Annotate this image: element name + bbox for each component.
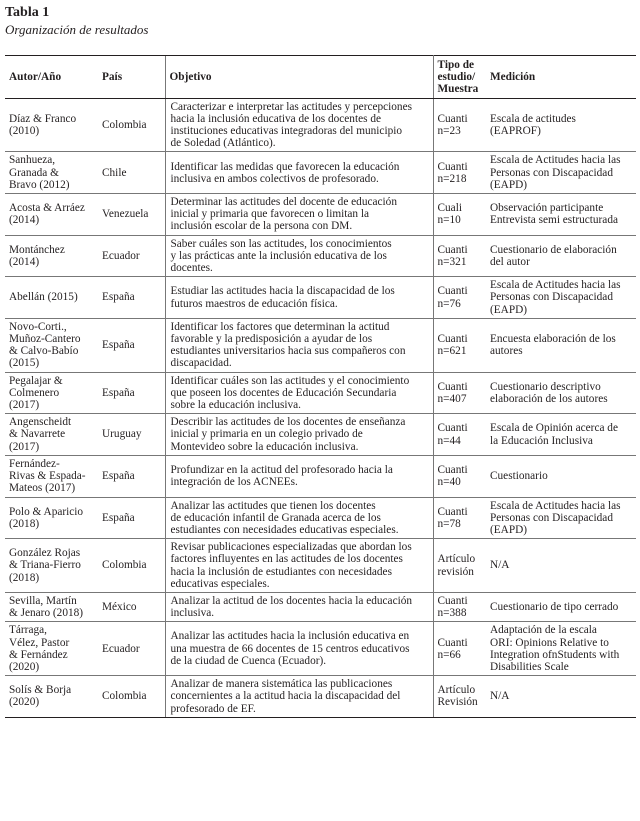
cell-author: Angenscheidt & Navarrete (2017) — [5, 414, 98, 456]
table-row — [5, 622, 636, 676]
cell-author: Díaz & Franco (2010) — [5, 98, 98, 152]
cell-study-type: Cuanti n=23 — [433, 98, 486, 152]
cell-study-type: Artículo revisión — [433, 539, 486, 593]
cell-study-type: Cuanti n=76 — [433, 277, 486, 319]
cell-objective: Estudiar las actitudes hacia la discapacidad de los futuros maestros de educación física. — [165, 277, 433, 319]
table-row — [5, 235, 636, 277]
cell-country: España — [98, 455, 165, 497]
cell-author: Sevilla, Martín & Jenaro (2018) — [5, 592, 98, 621]
cell-objective: Revisar publicaciones especializadas que abordan los factores influyentes en las actitudes de los docentes hacia la inclusión de estudiantes con necesidades educativas especiales. — [165, 539, 433, 593]
header-row — [5, 56, 636, 99]
cell-country: Colombia — [98, 676, 165, 718]
header-study-type: Tipo de estudio/ Muestra — [433, 56, 486, 99]
cell-country: México — [98, 592, 165, 621]
cell-author: Abellán (2015) — [5, 277, 98, 319]
cell-country: Uruguay — [98, 414, 165, 456]
table-row — [5, 194, 636, 236]
cell-measure: Escala de Opinión acerca de la Educación Inclusiva — [486, 414, 636, 456]
table-title: Tabla 1 — [5, 5, 50, 20]
cell-objective: Analizar la actitud de los docentes hacia la educación inclusiva. — [165, 592, 433, 621]
cell-measure: N/A — [486, 539, 636, 593]
cell-objective: Analizar de manera sistemática las publicaciones concernientes a la actitud hacia la discapacidad del profesorado de EF. — [165, 676, 433, 718]
header-author: Autor/Año — [5, 56, 98, 99]
cell-author: Tárraga, Vélez, Pastor & Fernández (2020) — [5, 622, 98, 676]
cell-country: España — [98, 277, 165, 319]
table-subtitle: Organización de resultados — [5, 22, 149, 37]
cell-study-type: Cuali n=10 — [433, 194, 486, 236]
cell-country: España — [98, 372, 165, 414]
table-row — [5, 592, 636, 621]
table-row — [5, 497, 636, 539]
cell-country: Colombia — [98, 98, 165, 152]
cell-author: Acosta & Arráez (2014) — [5, 194, 98, 236]
cell-objective: Analizar las actitudes que tienen los docentes de educación infantil de Granada acerca de los estudiantes con necesidades educativas especiales. — [165, 497, 433, 539]
cell-objective: Describir las actitudes de los docentes de enseñanza inicial y primaria en un colegio privado de Montevideo sobre la educación inclusiva. — [165, 414, 433, 456]
cell-objective: Identificar cuáles son las actitudes y el conocimiento que poseen los docentes de Educación Secundaria sobre la educación inclusiva. — [165, 372, 433, 414]
cell-measure: N/A — [486, 676, 636, 718]
cell-study-type: Cuanti n=66 — [433, 622, 486, 676]
cell-author: Solís & Borja (2020) — [5, 676, 98, 718]
table-body — [5, 98, 636, 717]
cell-country: Chile — [98, 152, 165, 194]
cell-author: Fernández- Rivas & Espada- Mateos (2017) — [5, 455, 98, 497]
cell-objective: Identificar las medidas que favorecen la educación inclusiva en ambos colectivos de profesorado. — [165, 152, 433, 194]
cell-measure: Escala de Actitudes hacia las Personas con Discapacidad (EAPD) — [486, 497, 636, 539]
cell-country: Colombia — [98, 539, 165, 593]
cell-country: España — [98, 497, 165, 539]
cell-study-type: Cuanti n=407 — [433, 372, 486, 414]
table-row — [5, 414, 636, 456]
cell-study-type: Cuanti n=388 — [433, 592, 486, 621]
cell-study-type: Cuanti n=44 — [433, 414, 486, 456]
cell-measure: Cuestionario — [486, 455, 636, 497]
cell-study-type: Cuanti n=218 — [433, 152, 486, 194]
cell-objective: Analizar las actitudes hacia la inclusión educativa en una muestra de 66 docentes de 15 centros educativos de la ciudad de Cuenca (Ecuador). — [165, 622, 433, 676]
table-row — [5, 372, 636, 414]
cell-country: Ecuador — [98, 235, 165, 277]
results-table — [5, 55, 636, 718]
cell-study-type: Artículo Revisión — [433, 676, 486, 718]
cell-objective: Caracterizar e interpretar las actitudes y percepciones hacia la inclusión educativa de los docentes de instituciones educativas integradoras del municipio de Soledad (Atlántico). — [165, 98, 433, 152]
table-row — [5, 152, 636, 194]
cell-country: España — [98, 318, 165, 372]
cell-objective: Identificar los factores que determinan la actitud favorable y la predisposición a ayudar de los estudiantes universitarios hacia sus compañeros con discapacidad. — [165, 318, 433, 372]
cell-country: Venezuela — [98, 194, 165, 236]
cell-measure: Cuestionario de tipo cerrado — [486, 592, 636, 621]
cell-measure: Cuestionario de elaboración del autor — [486, 235, 636, 277]
table-row — [5, 277, 636, 319]
cell-study-type: Cuanti n=321 — [433, 235, 486, 277]
table-row — [5, 455, 636, 497]
cell-author: Montánchez (2014) — [5, 235, 98, 277]
header-objective: Objetivo — [165, 56, 433, 99]
cell-measure: Escala de actitudes (EAPROF) — [486, 98, 636, 152]
cell-study-type: Cuanti n=78 — [433, 497, 486, 539]
cell-objective: Saber cuáles son las actitudes, los conocimientos y las prácticas ante la inclusión educativa de los docentes. — [165, 235, 433, 277]
cell-author: Novo-Corti., Muñoz-Cantero & Calvo-Babío (2015) — [5, 318, 98, 372]
cell-author: Sanhueza, Granada & Bravo (2012) — [5, 152, 98, 194]
cell-measure: Escala de Actitudes hacia las Personas con Discapacidad (EAPD) — [486, 152, 636, 194]
cell-study-type: Cuanti n=40 — [433, 455, 486, 497]
table-caption — [0, 0, 640, 38]
table-row — [5, 676, 636, 718]
header-country: País — [98, 56, 165, 99]
cell-author: Polo & Aparicio (2018) — [5, 497, 98, 539]
cell-study-type: Cuanti n=621 — [433, 318, 486, 372]
cell-author: Pegalajar & Colmenero (2017) — [5, 372, 98, 414]
cell-measure: Cuestionario descriptivo elaboración de los autores — [486, 372, 636, 414]
cell-country: Ecuador — [98, 622, 165, 676]
cell-measure: Adaptación de la escala ORI: Opinions Relative to Integration ofnStudents with Disabilities Scale — [486, 622, 636, 676]
cell-measure: Encuesta elaboración de los autores — [486, 318, 636, 372]
cell-measure: Observación participante Entrevista semi estructurada — [486, 194, 636, 236]
cell-objective: Determinar las actitudes del docente de educación inicial y primaria que favorecen o limitan la inclusión escolar de la persona con DM. — [165, 194, 433, 236]
cell-objective: Profundizar en la actitud del profesorado hacia la integración de los ACNEEs. — [165, 455, 433, 497]
header-measure: Medición — [486, 56, 636, 99]
cell-author: González Rojas & Triana-Fierro (2018) — [5, 539, 98, 593]
table-row — [5, 539, 636, 593]
table-row — [5, 318, 636, 372]
cell-measure: Escala de Actitudes hacia las Personas con Discapacidad (EAPD) — [486, 277, 636, 319]
table-row — [5, 98, 636, 152]
